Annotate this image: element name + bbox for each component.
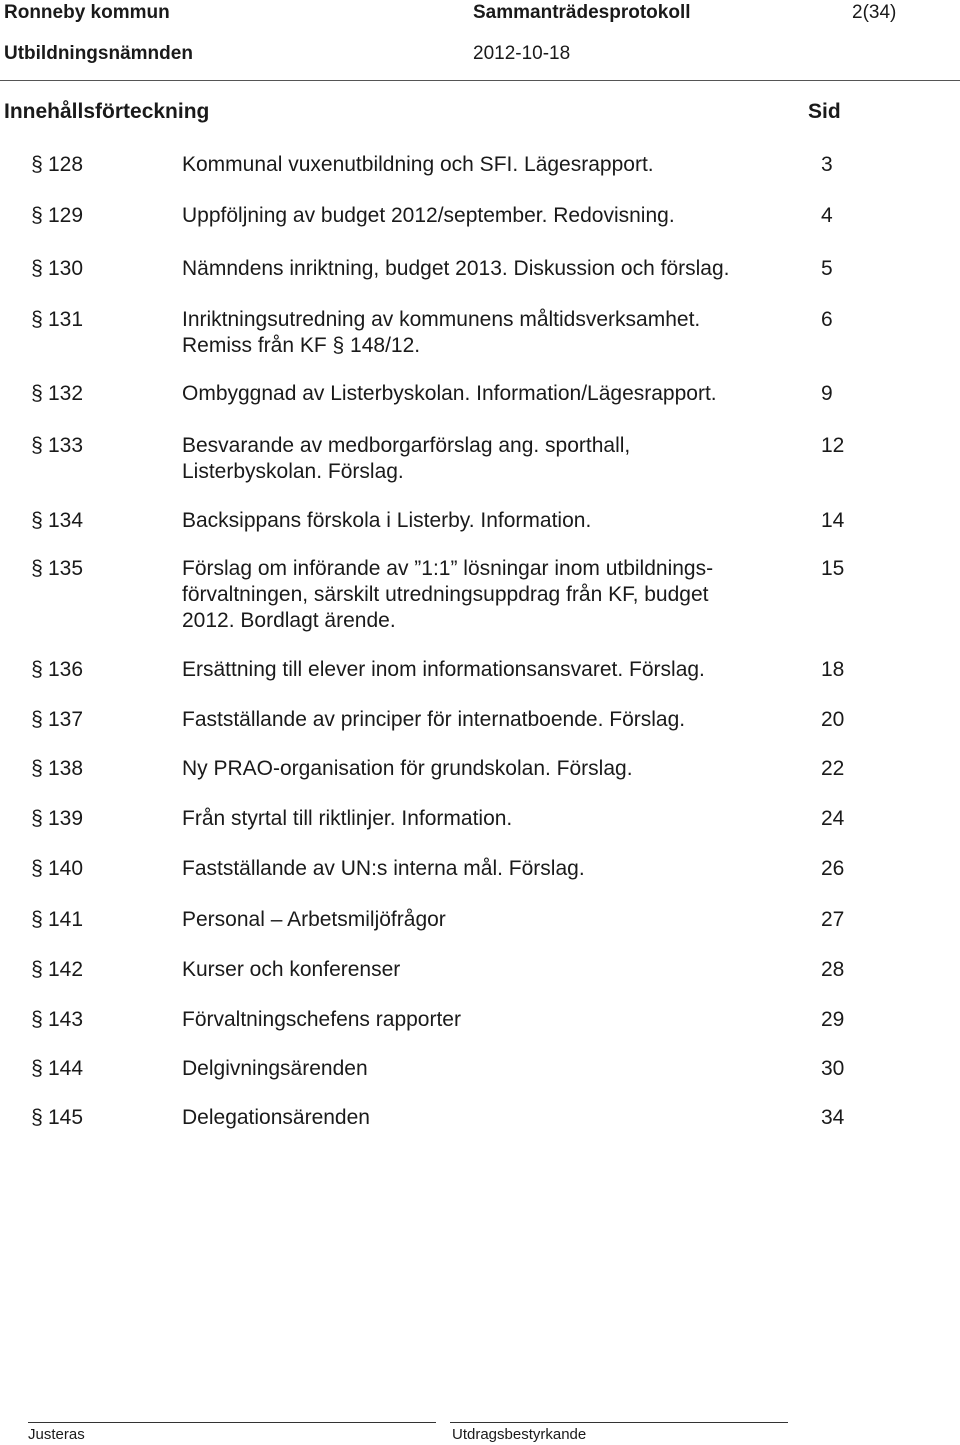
toc-entry-page: 12: [821, 434, 845, 457]
toc-title: Innehållsförteckning: [4, 100, 210, 123]
toc-entry-title: Ny PRAO-organisation för grundskolan. Förslag.: [182, 757, 633, 780]
header-divider: [0, 80, 960, 81]
toc-entry-title-line: förvaltningen, särskilt utredningsuppdrag från KF, budget: [182, 583, 709, 606]
section-symbol: §: [31, 908, 43, 931]
toc-entry-title-line: Besvarande av medborgarförslag ang. sporthall,: [182, 434, 631, 457]
toc-entry-page: 5: [821, 257, 833, 280]
document-type: Sammanträdesprotokoll: [473, 2, 691, 23]
toc-entry-number: 133: [48, 434, 84, 457]
toc-entry-page: 14: [821, 509, 845, 532]
toc-entry-title-line: Remiss från KF § 148/12.: [182, 334, 421, 357]
toc-entry-page: 30: [821, 1057, 845, 1080]
justeras-label: Justeras: [28, 1426, 85, 1443]
toc-entry-number: 128: [48, 153, 84, 176]
toc-entry-page: 6: [821, 308, 833, 331]
toc-entry-number: 135: [48, 557, 84, 580]
toc-entry-number: 143: [48, 1008, 84, 1031]
toc-entry-page: 18: [821, 658, 845, 681]
toc-entry-title: Kurser och konferenser: [182, 958, 401, 981]
toc-entry-title: Från styrtal till riktlinjer. Information.: [182, 807, 513, 830]
section-symbol: §: [31, 557, 43, 580]
municipality-name: Ronneby kommun: [4, 2, 170, 23]
toc-entry-number: 130: [48, 257, 84, 280]
toc-entry-title: [182, 556, 772, 634]
section-symbol: §: [31, 257, 43, 280]
toc-entry-title: Fastställande av UN:s interna mål. Förslag.: [182, 857, 585, 880]
toc-entry-title: Delgivningsärenden: [182, 1057, 368, 1080]
toc-entry-title-line: 2012. Bordlagt ärende.: [182, 609, 396, 632]
toc-entry-page: 20: [821, 708, 845, 731]
utdragsbestyrkande-label: Utdragsbestyrkande: [452, 1426, 587, 1443]
toc-entry-number: 134: [48, 509, 84, 532]
toc-entry-title: Personal – Arbetsmiljöfrågor: [182, 908, 446, 931]
section-symbol: §: [31, 382, 43, 405]
toc-entry-number: 137: [48, 708, 84, 731]
toc-entry-title: Ombyggnad av Listerbyskolan. Information/Lägesrapport.: [182, 382, 717, 405]
toc-entry-title: Fastställande av principer för internatboende. Förslag.: [182, 708, 686, 731]
justeras-signature-line: [28, 1422, 436, 1423]
section-symbol: §: [31, 204, 43, 227]
section-symbol: §: [31, 708, 43, 731]
toc-entry-page: 28: [821, 958, 845, 981]
toc-entry-number: 136: [48, 658, 84, 681]
meeting-date: 2012-10-18: [473, 43, 571, 64]
toc-entry-title-line: Inriktningsutredning av kommunens måltidsverksamhet.: [182, 308, 701, 331]
toc-entry-title-line: Förslag om införande av ”1:1” lösningar inom utbildnings-: [182, 557, 714, 580]
toc-entry-page: 29: [821, 1008, 845, 1031]
toc-entry-title: [182, 433, 772, 485]
toc-entry-page: 24: [821, 807, 845, 830]
toc-entry-title: Delegationsärenden: [182, 1106, 370, 1129]
toc-entry-title: Kommunal vuxenutbildning och SFI. Lägesrapport.: [182, 153, 654, 176]
toc-entry-title: Förvaltningschefens rapporter: [182, 1008, 461, 1031]
section-symbol: §: [31, 434, 43, 457]
toc-entry-number: 139: [48, 807, 84, 830]
section-symbol: §: [31, 807, 43, 830]
section-symbol: §: [31, 1106, 43, 1129]
toc-entry-number: 141: [48, 908, 84, 931]
toc-entry-number: 142: [48, 958, 84, 981]
section-symbol: §: [31, 857, 43, 880]
toc-entry-page: 34: [821, 1106, 845, 1129]
toc-entry-page: 27: [821, 908, 845, 931]
toc-page-column-label: Sid: [808, 100, 841, 123]
utdrag-signature-line: [450, 1422, 788, 1423]
toc-entry-title: Ersättning till elever inom informationsansvaret. Förslag.: [182, 658, 705, 681]
toc-entry-title: Nämndens inriktning, budget 2013. Diskussion och förslag.: [182, 257, 730, 280]
section-symbol: §: [31, 153, 43, 176]
toc-entry-number: 129: [48, 204, 84, 227]
toc-entry-number: 132: [48, 382, 84, 405]
toc-entry-title: Uppföljning av budget 2012/september. Redovisning.: [182, 204, 675, 227]
toc-entry-number: 145: [48, 1106, 84, 1129]
toc-entry-page: 26: [821, 857, 845, 880]
section-symbol: §: [31, 958, 43, 981]
toc-entry-title: Backsippans förskola i Listerby. Information.: [182, 509, 592, 532]
toc-entry-page: 3: [821, 153, 833, 176]
section-symbol: §: [31, 658, 43, 681]
toc-entry-page: 15: [821, 557, 845, 580]
toc-entry-title: [182, 307, 772, 359]
toc-entry-number: 140: [48, 857, 84, 880]
toc-entry-title-line: Listerbyskolan. Förslag.: [182, 460, 404, 483]
toc-entry-page: 9: [821, 382, 833, 405]
toc-entry-number: 138: [48, 757, 84, 780]
board-name: Utbildningsnämnden: [4, 43, 193, 64]
section-symbol: §: [31, 308, 43, 331]
section-symbol: §: [31, 757, 43, 780]
page-indicator: 2(34): [852, 2, 897, 23]
section-symbol: §: [31, 509, 43, 532]
section-symbol: §: [31, 1057, 43, 1080]
toc-entry-number: 131: [48, 308, 84, 331]
toc-entry-number: 144: [48, 1057, 84, 1080]
toc-entry-page: 4: [821, 204, 833, 227]
toc-entry-page: 22: [821, 757, 845, 780]
section-symbol: §: [31, 1008, 43, 1031]
